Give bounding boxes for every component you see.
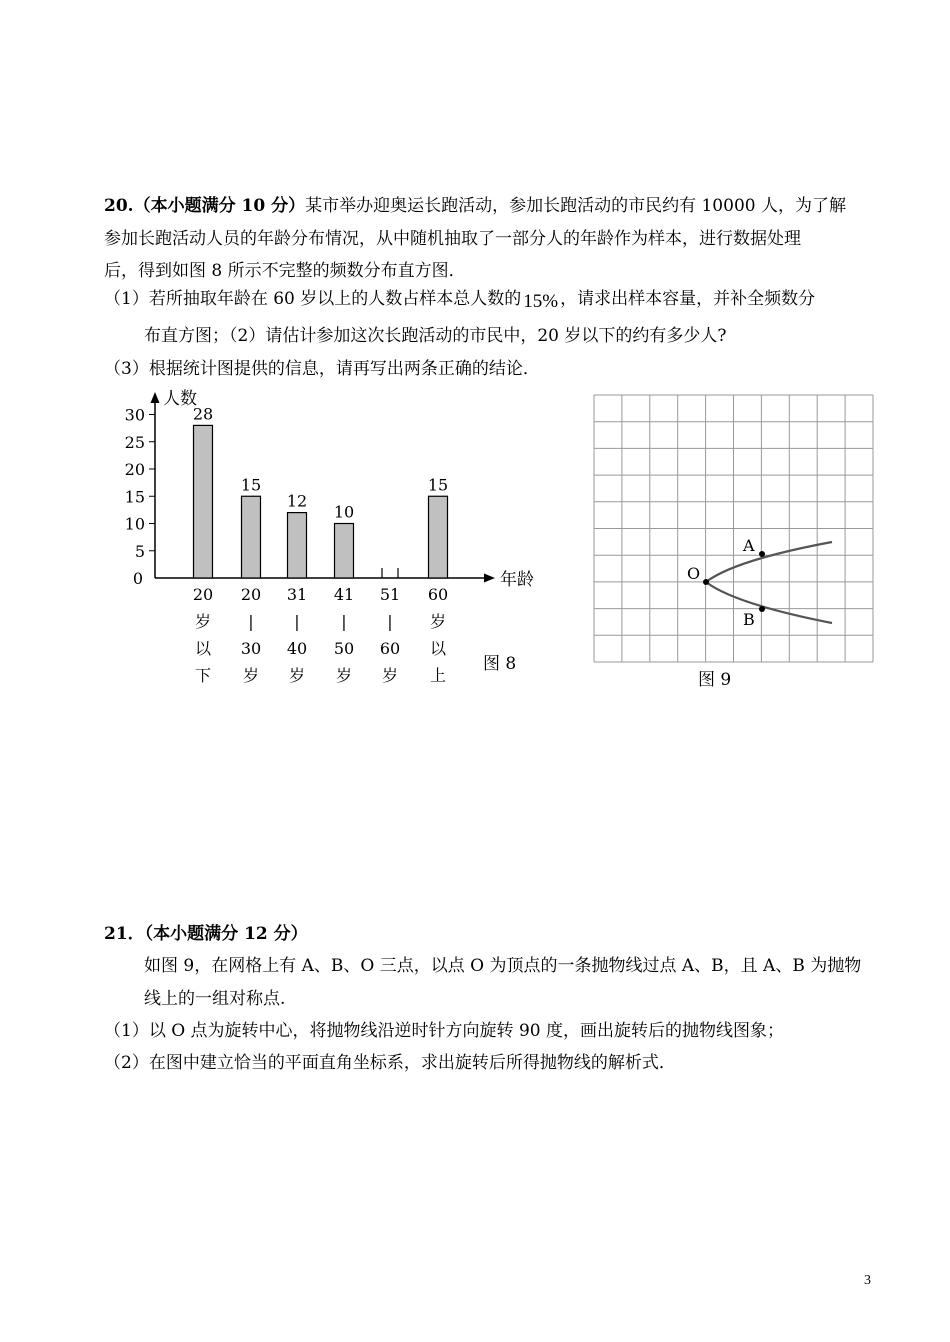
bar-value-label: 12 — [286, 491, 308, 511]
category-label: 岁 — [242, 666, 260, 685]
category-label: 41 — [333, 585, 355, 604]
parabola-curve — [706, 542, 832, 623]
point-marker — [759, 606, 765, 612]
q20-part3: （3）根据统计图提供的信息，请再写出两条正确的结论． — [104, 359, 540, 379]
category-label: 岁 — [288, 666, 306, 685]
category-label: | — [341, 612, 347, 631]
q20-percentage: 15% — [523, 291, 559, 312]
category-label: 60 — [379, 639, 401, 658]
point-label: O — [687, 564, 701, 583]
category-label: 岁 — [381, 666, 399, 685]
category-label: 40 — [286, 639, 308, 658]
bar — [335, 524, 354, 579]
category-label: | — [248, 612, 254, 631]
q21-line1: 如图 9，在网格上有 A、B、O 三点，以点 O 为顶点的一条抛物线过点 A、B，且 A、B 为抛物 — [144, 956, 862, 976]
y-tick-label: 0 — [132, 569, 143, 588]
category-label: 岁 — [335, 666, 353, 685]
point-marker — [759, 551, 765, 557]
bar — [429, 496, 448, 578]
x-axis-arrow-icon — [484, 574, 495, 583]
q20-part1-b: ，请求出样本容量，并补全频数分 — [560, 289, 816, 309]
point-marker — [703, 579, 709, 585]
q20-line1-text: 某市举办迎奥运长跑活动，参加长跑活动的市民约有 10000 人，为了解 — [305, 196, 846, 216]
q20-points: .（本小题满分 10 分） — [127, 196, 306, 216]
category-label: 岁 — [429, 612, 447, 631]
category-label: | — [294, 612, 300, 631]
q21-part2: （2）在图中建立恰当的平面直角坐标系，求出旋转后所得抛物线的解析式． — [104, 1053, 676, 1073]
q20-part1-cont: 布直方图；（2）请估计参加这次长跑活动的市民中，20 岁以下的约有多少人? — [144, 326, 727, 346]
figure9-grid — [585, 388, 885, 678]
y-axis-label: 人数 — [163, 389, 197, 409]
point-label: A — [743, 536, 755, 555]
y-tick-label: 25 — [124, 432, 145, 452]
x-axis-label: 年龄 — [500, 570, 534, 590]
category-label: 下 — [194, 666, 212, 685]
q21-heading — [104, 923, 308, 945]
figure8-caption: 图 8 — [483, 654, 517, 674]
bar-value-label: 15 — [427, 475, 449, 495]
category-label: 上 — [429, 666, 447, 685]
category-label: | — [387, 612, 393, 631]
bar-value-label: 10 — [333, 502, 355, 522]
category-label: 30 — [240, 639, 262, 658]
q20-number: 20 — [104, 196, 128, 216]
category-label: 51 — [379, 585, 401, 604]
y-tick-label: 20 — [124, 460, 145, 479]
category-label: 以 — [194, 639, 212, 658]
y-axis-arrow-icon — [151, 392, 160, 403]
point-label: B — [743, 610, 755, 629]
q21-part1: （1）以 O 点为旋转中心，将抛物线沿逆时针方向旋转 90 度，画出旋转后的抛物线图象； — [104, 1021, 784, 1041]
q20-part1 — [104, 288, 815, 310]
category-label: 31 — [286, 585, 308, 604]
category-label: 20 — [240, 585, 262, 604]
category-label: 岁 — [194, 612, 212, 631]
category-label: 50 — [333, 639, 355, 658]
page-number: 3 — [864, 1273, 871, 1288]
q20-part1-a: （1）若所抽取年龄在 60 岁以上的人数占样本总人数的 — [104, 289, 522, 309]
y-tick-label: 10 — [124, 514, 145, 534]
q21-number: 21 — [104, 924, 128, 944]
bar-value-label: 28 — [192, 404, 214, 424]
y-tick-label: 5 — [134, 541, 145, 561]
y-tick-label: 15 — [124, 487, 145, 507]
bar — [242, 496, 261, 578]
category-label: 20 — [192, 585, 214, 604]
y-tick-label: 30 — [124, 405, 145, 425]
figure8-histogram — [0, 380, 560, 700]
q20-line3: 后，得到如图 8 所示不完整的频数分布直方图． — [104, 261, 466, 281]
category-label: 以 — [429, 639, 447, 658]
category-label: 60 — [427, 585, 449, 604]
q20-line1 — [104, 195, 846, 217]
bar — [288, 513, 307, 578]
q21-points: ．（本小题满分 12 分） — [127, 924, 308, 944]
bar-value-label: 15 — [240, 475, 262, 495]
figure9-caption: 图 9 — [698, 670, 732, 690]
q21-line2: 线上的一组对称点. — [144, 989, 286, 1009]
bar — [194, 425, 213, 578]
q20-line2: 参加长跑活动人员的年龄分布情况，从中随机抽取了一部分人的年龄作为样本，进行数据处理 — [104, 229, 801, 249]
